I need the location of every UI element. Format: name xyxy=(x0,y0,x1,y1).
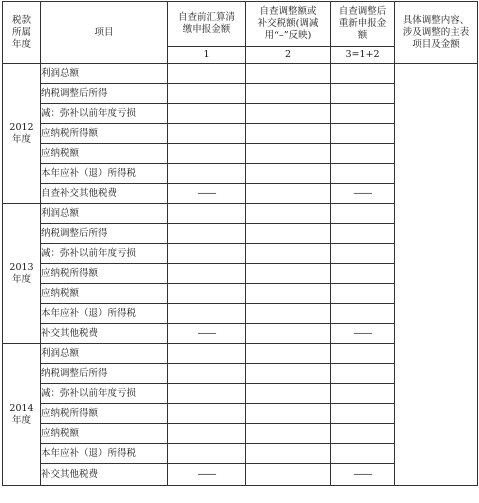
amount-cell[interactable] xyxy=(331,264,395,284)
amount-cell[interactable] xyxy=(168,404,246,424)
amount-cell[interactable] xyxy=(331,324,395,344)
amount-cell[interactable] xyxy=(168,324,246,344)
amount-cell[interactable] xyxy=(246,324,331,344)
amount-cell[interactable] xyxy=(246,224,331,244)
amount-cell[interactable] xyxy=(168,424,246,444)
amount-cell[interactable] xyxy=(331,124,395,144)
amount-cell[interactable] xyxy=(246,204,331,224)
item-label: 应纳税额 xyxy=(41,144,168,164)
amount-cell[interactable] xyxy=(246,344,331,364)
amount-cell[interactable] xyxy=(246,104,331,124)
amount-cell[interactable] xyxy=(246,444,331,464)
table-body xyxy=(3,64,478,486)
amount-cell[interactable] xyxy=(331,384,395,404)
item-label: 自查补交其他税费 xyxy=(41,184,168,204)
dash-mark: —— xyxy=(197,468,216,480)
amount-cell[interactable] xyxy=(331,364,395,384)
dash-mark: —— xyxy=(353,327,372,339)
amount-cell[interactable] xyxy=(168,464,246,486)
item-label: 纳税调整后所得 xyxy=(41,84,168,104)
amount-cell[interactable] xyxy=(246,404,331,424)
adjustment-details-cell[interactable] xyxy=(395,64,478,486)
amount-cell[interactable] xyxy=(168,284,246,304)
amount-cell[interactable] xyxy=(246,184,331,204)
item-label: 减：弥补以前年度亏损 xyxy=(41,104,168,124)
item-label: 本年应补（退）所得税 xyxy=(41,444,168,464)
column-number-1: 1 xyxy=(168,47,246,64)
year-label: 2014 年度 xyxy=(3,344,41,486)
column-number-3: 3=1+2 xyxy=(331,47,395,64)
amount-cell[interactable] xyxy=(168,124,246,144)
amount-cell[interactable] xyxy=(168,64,246,84)
amount-cell[interactable] xyxy=(246,384,331,404)
amount-cell[interactable] xyxy=(168,164,246,184)
item-label: 纳税调整后所得 xyxy=(41,364,168,384)
amount-cell[interactable] xyxy=(331,64,395,84)
year-column-header: 税款 所属 年度 xyxy=(3,2,41,64)
amount-cell[interactable] xyxy=(331,444,395,464)
amount-cell[interactable] xyxy=(168,384,246,404)
dash-mark: —— xyxy=(197,187,216,199)
adjustment-amount-header: 自查调整额或 补交税额(调减 用“–”反映) xyxy=(246,2,331,47)
dash-mark: —— xyxy=(353,187,372,199)
amount-cell[interactable] xyxy=(168,364,246,384)
amount-cell[interactable] xyxy=(168,184,246,204)
amount-cell[interactable] xyxy=(331,84,395,104)
amount-cell[interactable] xyxy=(246,464,331,486)
amount-cell[interactable] xyxy=(246,304,331,324)
item-label: 应纳税所得额 xyxy=(41,264,168,284)
amount-cell[interactable] xyxy=(246,424,331,444)
header-row xyxy=(3,2,478,47)
item-label: 应纳税额 xyxy=(41,424,168,444)
item-label: 补交其他税费 xyxy=(41,464,168,486)
amount-cell[interactable] xyxy=(331,184,395,204)
amount-cell[interactable] xyxy=(331,104,395,124)
pre-check-amount-header: 自查前汇算清 缴申报金额 xyxy=(168,2,246,47)
item-label: 应纳税额 xyxy=(41,284,168,304)
amount-cell[interactable] xyxy=(331,284,395,304)
amount-cell[interactable] xyxy=(168,104,246,124)
amount-cell[interactable] xyxy=(246,64,331,84)
amount-cell[interactable] xyxy=(168,144,246,164)
amount-cell[interactable] xyxy=(246,284,331,304)
item-label: 减：弥补以前年度亏损 xyxy=(41,244,168,264)
amount-cell[interactable] xyxy=(168,344,246,364)
amount-cell[interactable] xyxy=(168,84,246,104)
year-label: 2012 年度 xyxy=(3,64,41,204)
table-row xyxy=(3,64,478,84)
dash-mark: —— xyxy=(197,327,216,339)
amount-cell[interactable] xyxy=(246,264,331,284)
amount-cell[interactable] xyxy=(331,404,395,424)
item-label: 补交其他税费 xyxy=(41,324,168,344)
tax-adjustment-table xyxy=(2,1,478,486)
amount-cell[interactable] xyxy=(246,164,331,184)
item-label: 本年应补（退）所得税 xyxy=(41,164,168,184)
amount-cell[interactable] xyxy=(331,144,395,164)
amount-cell[interactable] xyxy=(331,464,395,486)
amount-cell[interactable] xyxy=(246,244,331,264)
amount-cell[interactable] xyxy=(168,224,246,244)
amount-cell[interactable] xyxy=(331,304,395,324)
item-label: 利润总额 xyxy=(41,64,168,84)
item-label: 利润总额 xyxy=(41,344,168,364)
amount-cell[interactable] xyxy=(168,444,246,464)
amount-cell[interactable] xyxy=(246,124,331,144)
item-label: 利润总额 xyxy=(41,204,168,224)
adjustment-details-header: 具体调整内容、 涉及调整的主表 项目及金额 xyxy=(395,2,478,64)
amount-cell[interactable] xyxy=(168,244,246,264)
amount-cell[interactable] xyxy=(168,304,246,324)
item-label: 纳税调整后所得 xyxy=(41,224,168,244)
amount-cell[interactable] xyxy=(246,144,331,164)
amount-cell[interactable] xyxy=(246,84,331,104)
item-label: 本年应补（退）所得税 xyxy=(41,304,168,324)
item-label: 应纳税所得额 xyxy=(41,124,168,144)
amount-cell[interactable] xyxy=(331,244,395,264)
item-column-header: 项目 xyxy=(41,2,168,64)
amount-cell[interactable] xyxy=(168,204,246,224)
amount-cell[interactable] xyxy=(246,364,331,384)
amount-cell[interactable] xyxy=(331,164,395,184)
column-number-2: 2 xyxy=(246,47,331,64)
amount-cell[interactable] xyxy=(168,264,246,284)
amount-cell[interactable] xyxy=(331,224,395,244)
post-check-amount-header: 自查调整后 重新申报金 额 xyxy=(331,2,395,47)
amount-cell[interactable] xyxy=(331,424,395,444)
item-label: 应纳税所得额 xyxy=(41,404,168,424)
dash-mark: —— xyxy=(353,468,372,480)
year-label: 2013 年度 xyxy=(3,204,41,344)
amount-cell[interactable] xyxy=(331,204,395,224)
item-label: 减：弥补以前年度亏损 xyxy=(41,384,168,404)
amount-cell[interactable] xyxy=(331,344,395,364)
